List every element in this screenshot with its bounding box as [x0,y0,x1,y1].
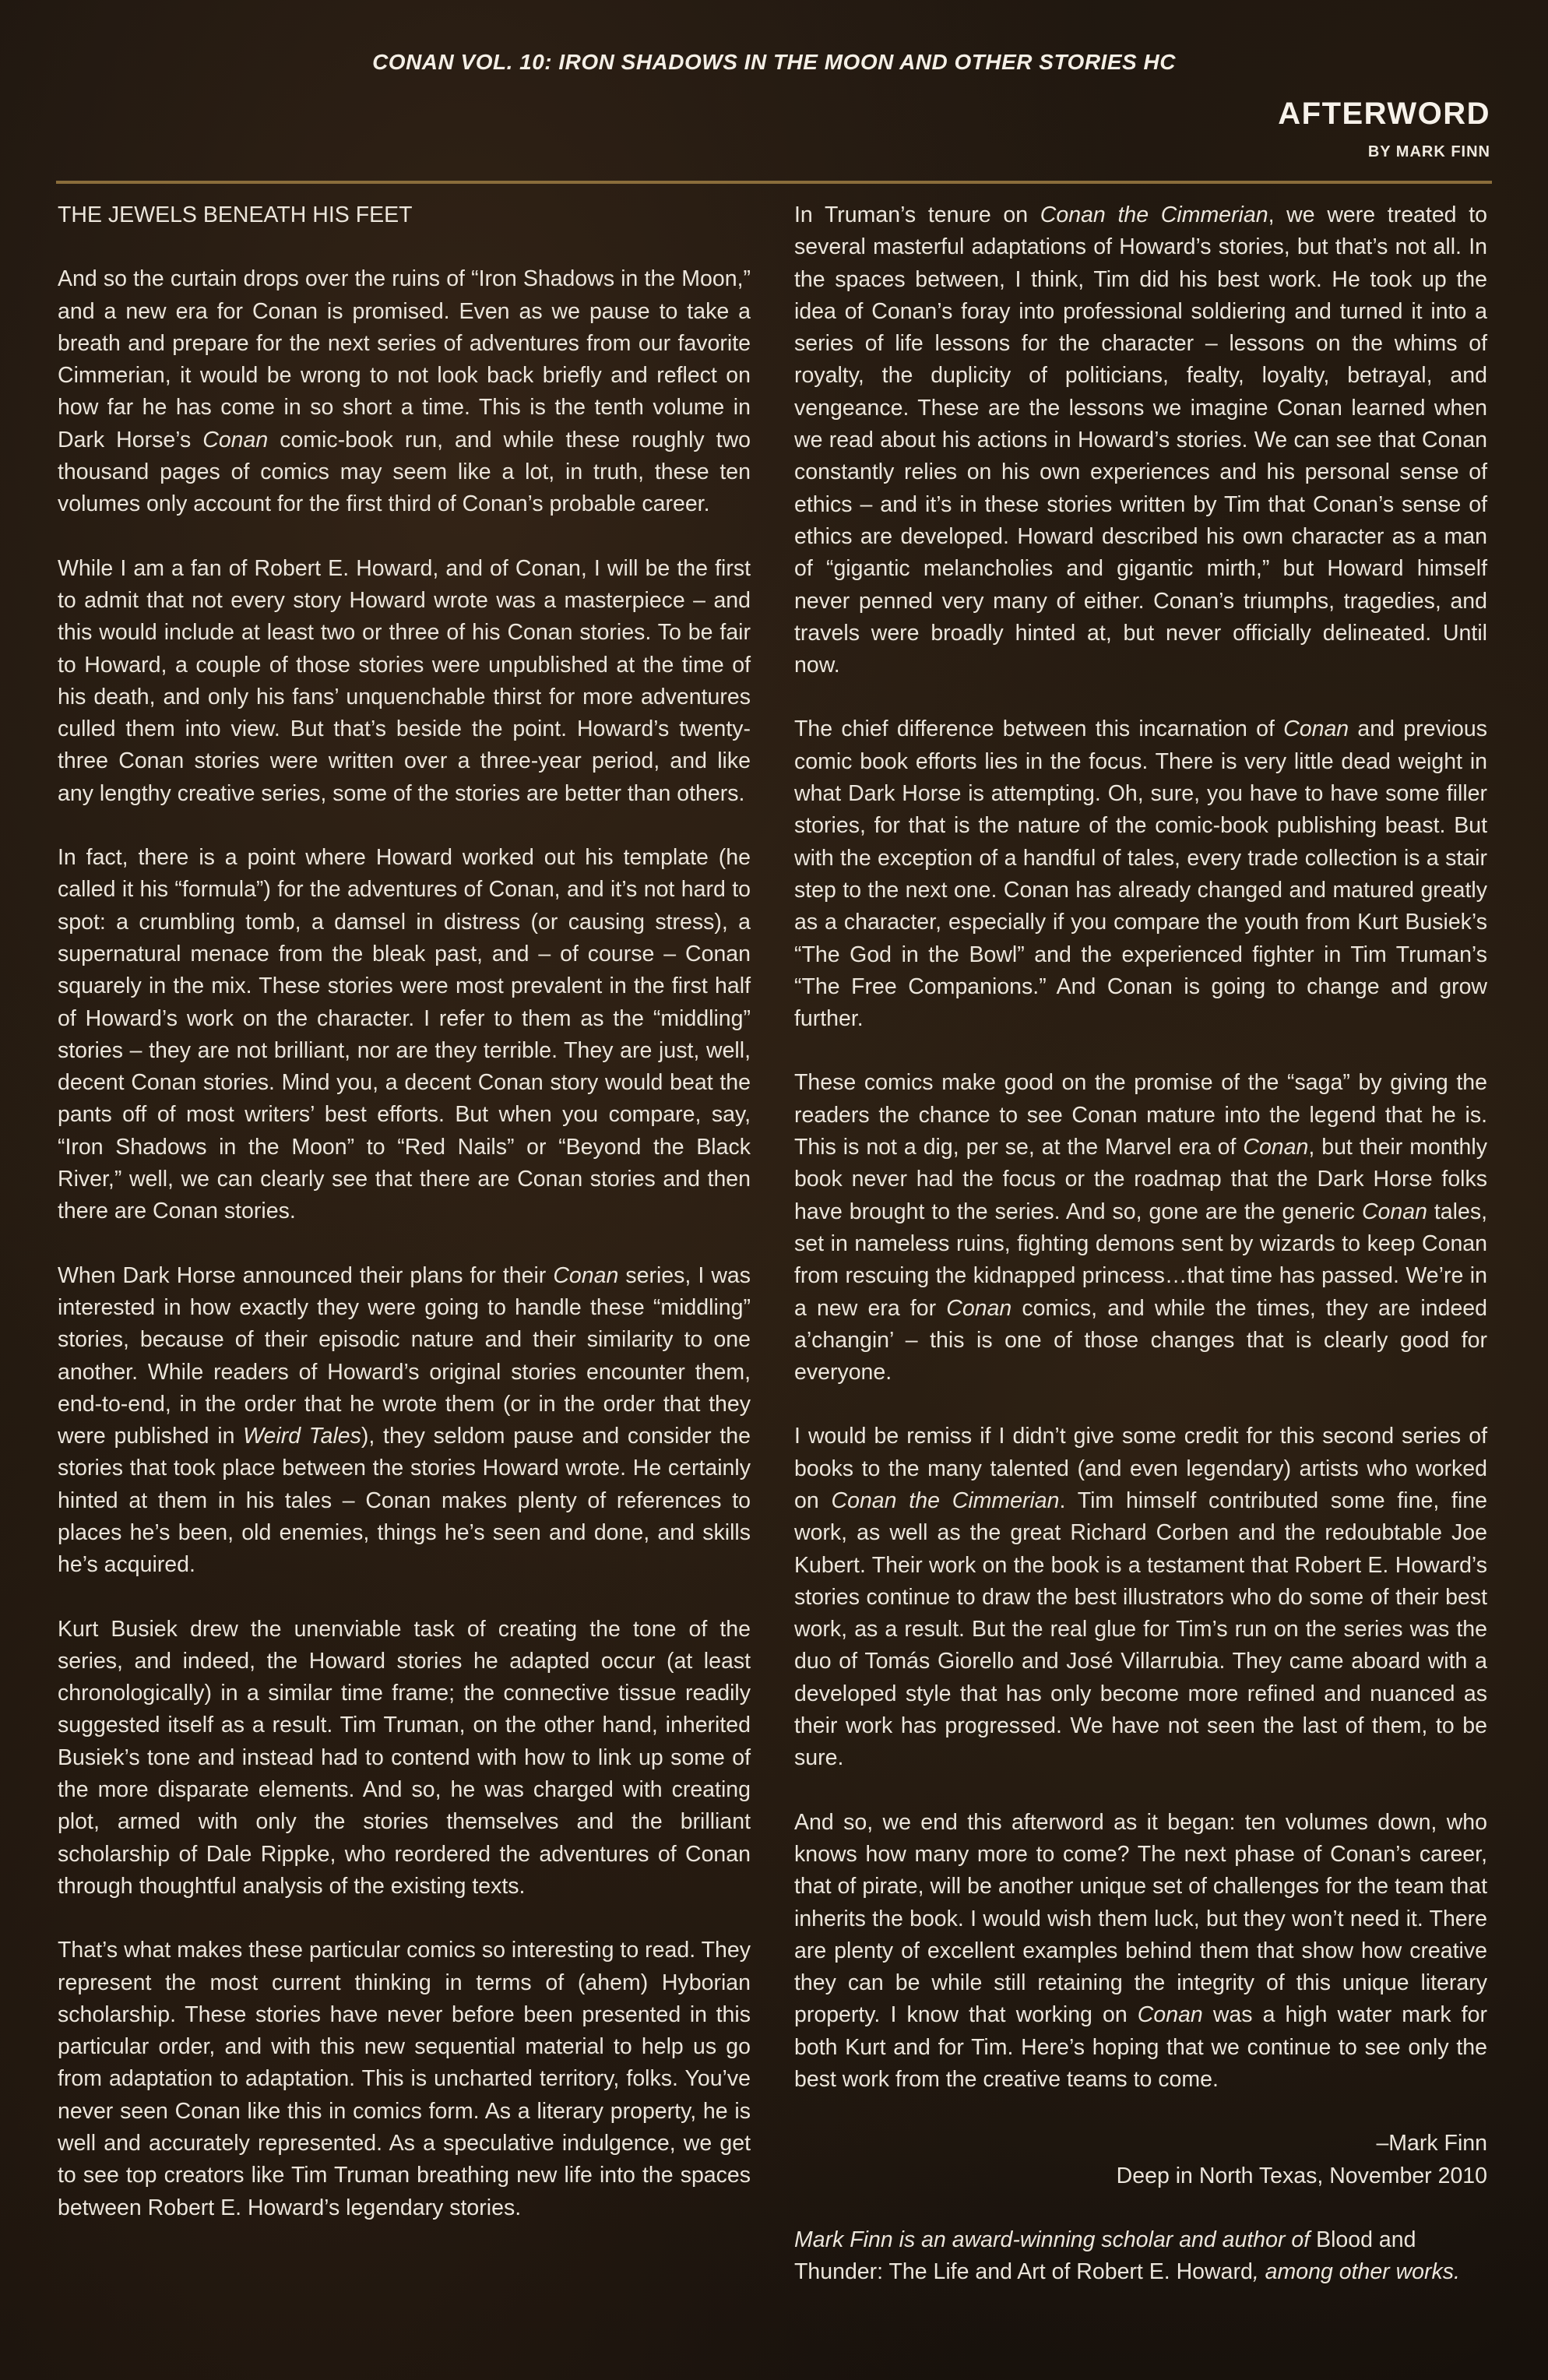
paragraph [58,263,751,520]
italic-title: Conan [1361,1199,1427,1224]
paragraph: That’s what makes these particular comics so interesting to read. They represent the most current thinking in terms of (ahem) Hyborian scholarship. These stories have never before been presented in this particular order, and with this new sequential material to help us go from adaptation to adaptation. This is uncharted territory, folks. You’ve never seen Conan like this in comics form. As a literary property, he is well and accurately represented. As a speculative indulgence, we get to see top creators like Tim Truman breathing new life into the spaces between Robert E. Howard’s legendary stories. [58,1938,751,2220]
author-bio [794,2224,1487,2289]
text-run: I would be remiss if I didn’t give some credit for this second series of books to the many talented (and even legendary) artists who worked on [794,1424,1487,1513]
text-run: These comics make good on the promise of the “saga” by giving the readers the chance to see Conan mature into the legend that he is. This is not a dig, per se, at the Marvel era of [794,1070,1487,1160]
text-run: was a high water mark for both Kurt and for Tim. Here’s hoping that we continue to see only the best work from the creative teams to come. [794,2002,1487,2093]
paragraph [58,1260,751,1582]
text-run: The chief difference between this incarnation of [794,716,1284,742]
text-run: In Truman’s tenure on [794,202,1040,227]
signature-name: –Mark Finn [1376,2131,1487,2156]
text-run: ), they seldom pause and consider the stories that took place between the stories Howard wrote. He certainly hinted at them in his tales – Conan makes plenty of references to places he’s been, old enemies, things he’s seen and done, and skills he’s acquired. [58,1424,751,1578]
text-run: And so, we end this afterword as it began: ten volumes down, who knows how many more to come? The next phase of Conan’s career, that of pirate, will be another unique set of challenges for the team that inherits the book. I would wish them luck, but they won’t need it. There are plenty of excellent examples behind them that show how creative they can be while still retaining the integrity of this unique literary property. I know that working on [794,1809,1487,2028]
paragraph: In fact, there is a point where Howard worked out his template (he called it his “formula”) for the adventures of Conan, and it’s not hard to spot: a crumbling tomb, a damsel in distress (or causing stress), a supernatural menace from the bleak past, and – of course – Conan squarely in the mix. These stories were most prevalent in the first half of Howard’s work on the character. I refer to them as the “middling” stories – they are not brilliant, nor are they terrible. They are just, well, decent Conan stories. Mind you, a decent Conan story would beat the pants off of most writers’ best efforts. But when you compare, say, “Iron Shadows in the Moon” to “Red Nails” or “Beyond the Black River,” well, we can clearly see that there are Conan stories and then there are Conan stories. [58,845,751,1224]
section-title: THE JEWELS BENEATH HIS FEET [58,202,413,227]
header-divider [56,181,1492,184]
text-run: When Dark Horse announced their plans for their [58,1262,554,1288]
text-run: Mark Finn is an award-winning scholar and author of [794,2227,1317,2252]
paragraph [794,199,1487,681]
text-run: comic-book run, and while these roughly two thousand pages of comics may seem like a lot, in truth, these ten volumes only account for the first third of Conan’s probable career. [58,427,751,517]
text-run: And so the curtain drops over the ruins of “Iron Shadows in the Moon,” and a new era for Conan is promised. Even as we pause to take a breath and prepare for the next series of adventures from our favorite Cimmerian, it would be wrong to not look back briefly and reflect on how far he has come in so short a time. This is the tenth volume in Dark Horse’s [58,266,751,452]
signature-place: Deep in North Texas, November 2010 [1116,2163,1487,2188]
signature [794,2128,1487,2192]
paragraph [794,1807,1487,2097]
text-run: and previous comic book efforts lies in the focus. There is very little dead weight in what Dark Horse is attempting. Oh, sure, you have to have some filler stories, for that is the nature of the comic-book publishing beast. But with the exception of a handful of tales, every trade collection is a stair step to the next one. Conan has already changed and matured greatly as a character, especially if you compare the youth from Kurt Busiek’s “The God in the Bowl” and the experienced fighter in Tim Truman’s “The Free Companions.” And Conan is going to change and grow further. [794,716,1487,1032]
italic-title: Conan [202,427,269,452]
book-title-upright: Blood and Thunder: The Life and Art of Robert E. Howard [794,2227,1416,2285]
text-run: , but their monthly book never had the focus or the roadmap that the Dark Horse folks have brought to the series. And so, gone are the generic [794,1135,1487,1224]
right-column [794,199,1487,2321]
left-column [58,199,751,2256]
paragraph [794,713,1487,1035]
italic-title: Conan [553,1262,619,1288]
paragraph [794,1067,1487,1389]
text-run: tales, set in nameless ruins, fighting demons sent by wizards to keep Conan from rescuing the kidnapped princess…that time has passed. We’re in a new era for [794,1199,1487,1321]
text-run: , we were treated to several masterful adaptations of Howard’s stories, but that’s not all. In the spaces between, I think, Tim did his best work. He took up the idea of Conan’s foray into professional soldiering and turned it into a series of life lessons for the character – lessons on the whims of royalty, the duplicity of politicians, fealty, loyalty, betrayal, and vengeance. These are the lessons we imagine Conan learned when we read about his actions in Howard’s stories. We can see that Conan constantly relies on his own experiences and his personal sense of ethics – and it’s in these stories written by Tim that Conan’s sense of ethics are developed. Howard described his own character as a man of “gigantic melancholies and gigantic mirth,” but Howard himself never penned very many of either. Conan’s triumphs, tragedies, and travels were broadly hinted at, but never officially delineated. Until now. [794,202,1487,678]
paragraph [794,1421,1487,1774]
text-run: series, I was interested in how exactly they were going to handle these “middling” stories, because of their episodic nature and their similarity to one another. While readers of Howard’s original stories encounter them, end-to-end, in the order that he wrote them (or in the order that they were published in [58,1262,751,1449]
italic-title: Conan [946,1295,1012,1321]
italic-title: Conan the Cimmerian [831,1488,1060,1513]
paragraph: Kurt Busiek drew the unenviable task of creating the tone of the series, and indeed, the Howard stories he adapted occur (at least chronologically) in a similar time frame; the connective tissue readily suggested itself as a result. Tim Truman, on the other hand, inherited Busiek’s tone and instead had to contend with how to link up some of the more disparate elements. And so, he was charged with creating plot, armed with only the stories themselves and the brilliant scholarship of Dale Rippke, who reordered the adventures of Conan through thoughtful analysis of the existing texts. [58,1616,751,1899]
text-run: . Tim himself contributed some fine, fine work, as well as the great Richard Corben and the redoubtable Joe Kubert. Their work on the book is a testament that Robert E. Howard’s stories continue to draw the best illustrators who do some of their best work, as a result. But the real glue for Tim’s run on the series was the duo of Tomás Giorello and José Villarrubia. They came aboard with a developed style that has only become more refined and nuanced as their work has progressed. We have not seen the last of them, to be sure. [794,1488,1487,1771]
book-title: CONAN VOL. 10: IRON SHADOWS IN THE MOON AND OTHER STORIES HC [372,50,1176,74]
text-run: comics, and while the times, they are indeed a’changin’ – this is one of those changes that is clearly good for everyone. [794,1295,1487,1385]
italic-title: Weird Tales [243,1424,361,1449]
italic-title: Conan [1283,716,1349,742]
byline: BY MARK FINN [1367,143,1490,160]
afterword-heading: AFTERWORD [1278,97,1490,131]
italic-title: Conan [1137,2002,1203,2028]
text-run: , among other works. [1252,2259,1460,2285]
paragraph: While I am a fan of Robert E. Howard, and of Conan, I will be the first to admit that not every story Howard wrote was a masterpiece – and this would include at least two or three of his Conan stories. To be fair to Howard, a couple of those stories were unpublished at the time of his death, and only his fans’ unquenchable thirst for more adventures culled them into view. But that’s beside the point. Howard’s twenty-three Conan stories were written over a three-year period, and like any lengthy creative series, some of the stories are better than others. [58,555,751,806]
italic-title: Conan [1243,1135,1309,1160]
italic-title: Conan the Cimmerian [1040,202,1268,227]
